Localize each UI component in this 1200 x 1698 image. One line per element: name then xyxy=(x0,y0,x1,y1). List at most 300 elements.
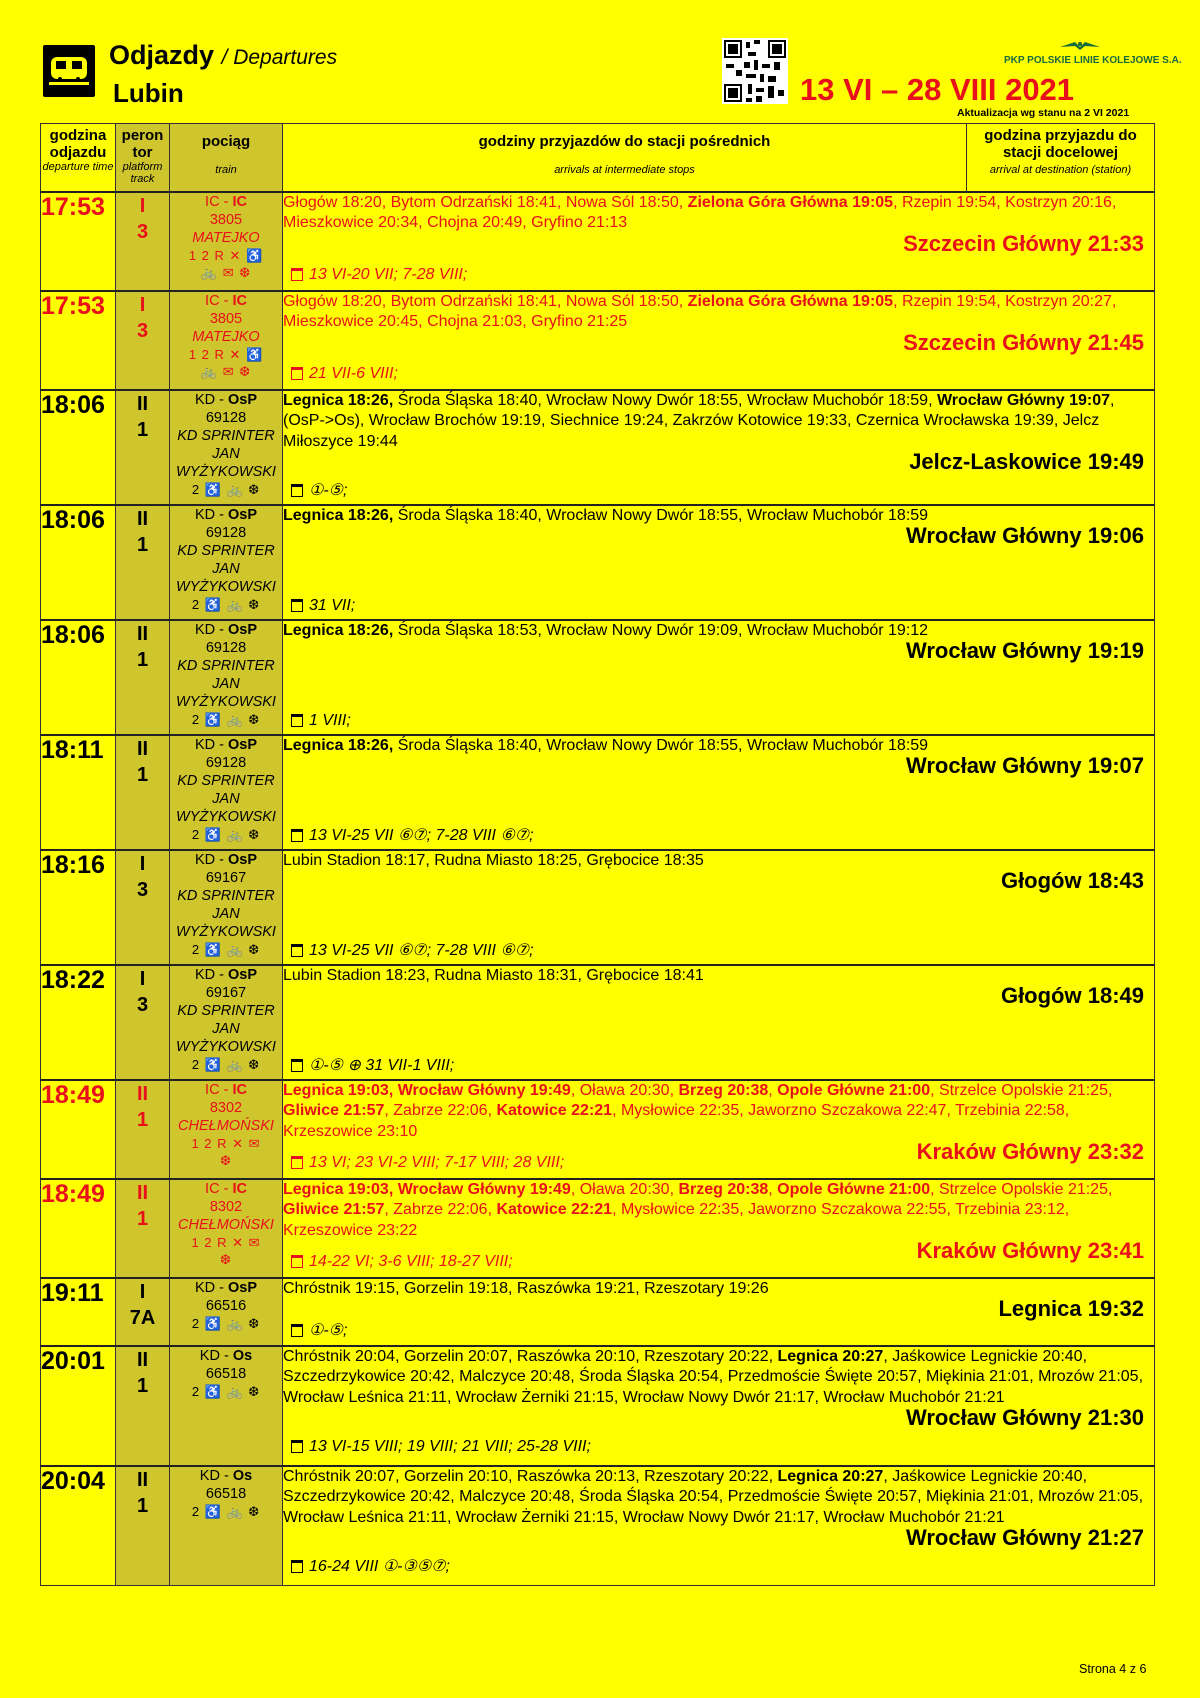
stop: Chróstnik 20:04 xyxy=(283,1347,396,1365)
train-info xyxy=(170,192,283,291)
platform-number: I xyxy=(139,194,146,217)
train-info xyxy=(170,1466,283,1586)
intermediate-stops xyxy=(283,1466,1155,1586)
train-amenities-icon: 1 2 R ✕ ♿ xyxy=(188,247,264,263)
train-amenities-icon: 2 ♿ 🚲 ❆ xyxy=(191,596,261,612)
running-days xyxy=(291,1056,454,1077)
train-carrier: KD xyxy=(194,391,216,408)
stop: Grębocice 18:41 xyxy=(586,966,704,984)
col-header-time: godzina odjazdu departure time xyxy=(41,124,116,192)
track-number: 1 xyxy=(136,1374,149,1397)
calendar-icon xyxy=(291,367,303,380)
stop: Opole Główne 21:00 xyxy=(777,1081,931,1099)
col-header-platform: peron tor platform track xyxy=(116,124,170,192)
stop: Jaśkowice Legnickie 20:40 xyxy=(892,1467,1083,1485)
train-carrier: KD xyxy=(194,736,216,753)
stop: Szczedrzykowice 20:42 xyxy=(283,1488,451,1505)
stop: Grębocice 18:35 xyxy=(586,851,704,869)
stop: Zabrze 22:06 xyxy=(393,1102,488,1119)
train-category: IC - IC xyxy=(205,1081,247,1098)
destination: Wrocław Główny 19:19 xyxy=(905,638,1144,663)
stop: Oława 20:30 xyxy=(579,1180,670,1198)
col-header-destination: godzina przyjazdu do stacji docelowej arrival at destination (station) xyxy=(967,124,1155,192)
calendar-icon xyxy=(291,268,303,281)
running-days-text: 14-22 VI; 3-6 VIII; 18-27 VIII; xyxy=(309,1252,513,1270)
platform-track xyxy=(116,390,170,505)
departure-time: 18:49 xyxy=(41,1179,116,1278)
departure-time: 18:06 xyxy=(41,620,116,735)
platform-number: II xyxy=(136,1468,149,1491)
stop: Głogów 18:20 xyxy=(283,292,382,310)
calendar-icon xyxy=(291,714,303,727)
stop: Katowice 22:21 xyxy=(496,1102,613,1119)
running-days-text: 1 VIII; xyxy=(309,711,351,729)
stop: Rzepin 19:54 xyxy=(901,193,997,211)
stop: Chojna 21:03 xyxy=(427,313,523,330)
stop: Wrocław Muchobór 18:59 xyxy=(746,391,929,409)
platform-track xyxy=(116,620,170,735)
stop: Raszówka 20:10 xyxy=(516,1347,636,1365)
stop: Wrocław Nowy Dwór 19:09 xyxy=(546,621,739,639)
train-category: IC - IC xyxy=(205,292,247,309)
stop: Zielona Góra Główna 19:05 xyxy=(687,292,894,310)
destination: Wrocław Główny 21:27 xyxy=(905,1525,1144,1550)
platform-number: I xyxy=(139,967,146,990)
running-days-text: 21 VII-6 VIII; xyxy=(309,364,398,382)
train-name: KD SPRINTER JAN WYŻYKOWSKI xyxy=(176,1002,276,1055)
departure-time: 17:53 xyxy=(41,291,116,390)
running-days xyxy=(291,596,355,617)
platform-number: II xyxy=(136,1082,149,1105)
stop: Zakrzów Kotowice 19:33 xyxy=(672,412,847,429)
train-info xyxy=(170,505,283,620)
train-type: OsP xyxy=(228,621,258,638)
train-name: KD SPRINTER JAN WYŻYKOWSKI xyxy=(176,657,276,710)
destination: Kraków Główny 23:32 xyxy=(916,1139,1144,1164)
stop: Wrocław Żerniki 21:15 xyxy=(455,1388,614,1406)
intermediate-stops xyxy=(283,505,1155,620)
stop: Trzebinia 22:58 xyxy=(955,1102,1065,1119)
stops-list: Legnica 18:26, Środa Śląska 18:40, Wrocław Nowy Dwór 18:55, Wrocław Muchobór 18:59 xyxy=(283,506,929,524)
calendar-icon xyxy=(291,1255,303,1268)
stop: Legnica 18:26, xyxy=(283,736,394,754)
platform-number: II xyxy=(136,622,149,645)
platform-number: I xyxy=(139,293,146,316)
train-number: 8302 xyxy=(209,1099,243,1116)
stop: Bytom Odrzański 18:41 xyxy=(390,292,557,310)
destination: Jelcz-Laskowice 19:49 xyxy=(909,449,1144,474)
train-type: Os xyxy=(232,1467,253,1484)
stop: Wrocław Nowy Dwór 18:55 xyxy=(546,506,739,524)
stop: Legnica 18:26, xyxy=(283,391,394,409)
stop: Strzelce Opolskie 21:25 xyxy=(939,1081,1108,1099)
train-type: OsP xyxy=(228,736,258,753)
train-info xyxy=(170,620,283,735)
stop: Lubin Stadion 18:23 xyxy=(283,966,426,984)
departure-row xyxy=(41,192,1155,291)
track-number: 7A xyxy=(129,1306,156,1329)
stop: Nowa Sól 18:50 xyxy=(565,292,679,310)
train-number: 66516 xyxy=(205,1297,247,1314)
stop: Gliwice 21:57 xyxy=(283,1201,385,1218)
stop: Gryfino 21:25 xyxy=(531,313,628,330)
qr-code-icon xyxy=(722,38,788,104)
stop: Mieszkowice 20:34 xyxy=(283,214,419,231)
departure-time: 18:22 xyxy=(41,965,116,1080)
stop: Gryfino 21:13 xyxy=(531,214,628,231)
train-category: KD - OsP xyxy=(194,391,258,408)
page-title-en: / Departures xyxy=(221,46,338,69)
stop: Gorzelin 19:18 xyxy=(403,1279,509,1297)
train-amenities-icon: ❆ xyxy=(220,1152,232,1168)
platform-track xyxy=(116,850,170,965)
train-category: KD - OsP xyxy=(194,736,258,753)
platform-number: I xyxy=(139,852,146,875)
calendar-icon xyxy=(291,599,303,612)
stop: Raszówka 19:21 xyxy=(516,1279,636,1297)
stop: Mysłowice 22:35 xyxy=(620,1102,740,1119)
stop: Jaworzno Szczakowa 22:55 xyxy=(748,1201,947,1218)
running-days xyxy=(291,711,351,732)
stop: Mrozów 21:05 xyxy=(1038,1368,1139,1385)
running-days xyxy=(291,941,534,962)
destination: Wrocław Główny 19:07 xyxy=(905,753,1144,778)
stop: Brzeg 20:38 xyxy=(678,1180,769,1198)
stop: Raszówka 20:13 xyxy=(516,1467,636,1485)
train-info xyxy=(170,735,283,850)
running-days-text: ①-⑤ ⊕ 31 VII-1 VIII; xyxy=(309,1056,455,1074)
intermediate-stops xyxy=(283,390,1155,505)
stop: Wrocław Leśnica 21:11 xyxy=(283,1508,447,1526)
stop: Wrocław Leśnica 21:11 xyxy=(283,1388,447,1406)
running-days xyxy=(291,1437,591,1458)
train-type: IC xyxy=(232,193,247,210)
stops-list: Chróstnik 20:07, Gorzelin 20:10, Raszówka 20:13, Rzeszotary 20:22, Legnica 20:27, Jaśkowice Legnickie 20:40, Szczedrzykowice 20:42, Malczyce 20:48, Środa Śląska 20:54, Przedmoście Święte 20:57, Miękinia 21:01, Mrozów 21:05, Wrocław Leśnica 21:11, Wrocław Żerniki 21:15, Wrocław Nowy Dwór 21:17, Wrocław Muchobór 21:21 xyxy=(283,1467,1144,1526)
calendar-icon xyxy=(291,1059,303,1072)
platform-number: II xyxy=(136,1181,149,1204)
train-amenities-icon: 2 ♿ 🚲 ❆ xyxy=(191,481,261,497)
stop: Katowice 22:21 xyxy=(496,1201,613,1218)
destination: Wrocław Główny 21:30 xyxy=(905,1405,1144,1430)
train-name: CHEŁMOŃSKI xyxy=(178,1117,274,1134)
train-type: IC xyxy=(232,1180,247,1197)
stop: Legnica 19:03, xyxy=(283,1180,394,1198)
train-amenities-icon: 2 ♿ 🚲 ❆ xyxy=(191,1315,261,1331)
stop: Środa Śląska 18:40 xyxy=(397,391,538,409)
running-days xyxy=(291,1321,347,1342)
stop: Rudna Miasto 18:25 xyxy=(434,851,578,869)
train-carrier: KD xyxy=(194,621,216,638)
train-name: KD SPRINTER JAN WYŻYKOWSKI xyxy=(176,542,276,595)
intermediate-stops xyxy=(283,1278,1155,1346)
train-amenities-icon: 2 ♿ 🚲 ❆ xyxy=(191,1383,261,1399)
train-number: 69128 xyxy=(205,409,247,426)
departure-row xyxy=(41,850,1155,965)
stop: Wrocław Muchobór 18:59 xyxy=(746,736,929,754)
stops-list: Legnica 18:26, Środa Śląska 18:40, Wrocław Nowy Dwór 18:55, Wrocław Muchobór 18:59 xyxy=(283,736,929,754)
stop: Kostrzyn 20:27 xyxy=(1005,292,1112,310)
stop: Krzeszowice 23:22 xyxy=(283,1221,418,1239)
train-carrier: IC xyxy=(205,1180,220,1197)
track-number: 1 xyxy=(136,533,149,556)
destination: Głogów 18:43 xyxy=(1000,868,1144,893)
running-days-text: 13 VI; 23 VI-2 VIII; 7-17 VIII; 28 VIII; xyxy=(309,1153,565,1171)
stop: Środa Śląska 18:53 xyxy=(397,621,538,639)
train-icon xyxy=(43,45,95,97)
departure-row xyxy=(41,1080,1155,1179)
running-days-text: 13 VI-25 VII ⑥⑦; 7-28 VIII ⑥⑦; xyxy=(309,826,534,844)
stop: Mieszkowice 20:45 xyxy=(283,313,419,330)
train-number: 69128 xyxy=(205,754,247,771)
stops-list: Legnica 18:26, Środa Śląska 18:53, Wrocław Nowy Dwór 19:09, Wrocław Muchobór 19:12 xyxy=(283,621,929,639)
track-number: 3 xyxy=(136,993,149,1016)
train-info xyxy=(170,1278,283,1346)
platform-track xyxy=(116,505,170,620)
train-name: MATEJKO xyxy=(192,328,260,345)
departure-time: 18:49 xyxy=(41,1080,116,1179)
stops-list: Legnica 19:03, Wrocław Główny 19:49, Oława 20:30, Brzeg 20:38, Opole Główne 21:00, Strzelce Opolskie 21:25, Gliwice 21:57, Zabrze 22:06, Katowice 22:21, Mysłowice 22:35, Jaworzno Szczakowa 22:47, Trzebinia 22:58, Krzeszowice 23:10 xyxy=(283,1081,1113,1140)
train-carrier: KD xyxy=(199,1467,220,1484)
stop: Szczedrzykowice 20:42 xyxy=(283,1368,451,1385)
running-days xyxy=(291,1153,564,1174)
stop: Przedmoście Święte 20:57 xyxy=(727,1368,918,1385)
departure-time: 20:04 xyxy=(41,1466,116,1586)
stop: Głogów 18:20 xyxy=(283,193,382,211)
train-amenities-icon: 1 2 R ✕ ♿ xyxy=(188,346,264,362)
train-amenities-icon: 2 ♿ 🚲 ❆ xyxy=(191,1056,261,1072)
platform-track xyxy=(116,192,170,291)
train-type: OsP xyxy=(228,851,258,868)
train-number: 66518 xyxy=(205,1365,247,1382)
running-days-text: 13 VI-25 VII ⑥⑦; 7-28 VIII ⑥⑦; xyxy=(309,941,534,959)
train-info xyxy=(170,1346,283,1466)
stop: Zabrze 22:06 xyxy=(393,1201,488,1218)
departure-time: 18:06 xyxy=(41,390,116,505)
train-info xyxy=(170,390,283,505)
stop: Wrocław Muchobór 21:21 xyxy=(823,1508,1005,1526)
stop: Zielona Góra Główna 19:05 xyxy=(687,193,894,211)
stop: Wrocław Główny 19:49 xyxy=(397,1180,571,1198)
stop: Czernica Wrocławska 19:39 xyxy=(855,412,1054,429)
track-number: 1 xyxy=(136,1108,149,1131)
destination: Legnica 19:32 xyxy=(998,1296,1144,1321)
stop: Wrocław Nowy Dwór 21:17 xyxy=(622,1508,815,1526)
stops-list: Głogów 18:20, Bytom Odrzański 18:41, Nowa Sól 18:50, Zielona Góra Główna 19:05, Rzepin 19:54, Kostrzyn 20:27, Mieszkowice 20:45, Chojna 21:03, Gryfino 21:25 xyxy=(283,292,1117,330)
train-number: 66518 xyxy=(205,1485,247,1502)
stop: Bytom Odrzański 18:41 xyxy=(390,193,557,211)
track-number: 1 xyxy=(136,763,149,786)
update-note: Aktualizacja wg stanu na 2 VI 2021 xyxy=(957,107,1130,119)
train-category: KD - OsP xyxy=(194,966,258,983)
train-category: KD - OsP xyxy=(194,506,258,523)
departure-row xyxy=(41,505,1155,620)
intermediate-stops xyxy=(283,965,1155,1080)
departure-time: 20:01 xyxy=(41,1346,116,1466)
stop: Jaworzno Szczakowa 22:47 xyxy=(748,1102,947,1119)
stop: Siechnice 19:24 xyxy=(549,412,664,429)
stop: Mrozów 21:05 xyxy=(1038,1488,1139,1505)
train-type: OsP xyxy=(228,1279,258,1296)
stop: (OsP->Os) xyxy=(283,412,360,429)
calendar-icon xyxy=(291,1156,303,1169)
stop: Kostrzyn 20:16 xyxy=(1005,193,1112,211)
stop: Rzeszotary 20:22 xyxy=(644,1467,769,1485)
stop: Środa Śląska 20:54 xyxy=(579,1368,719,1385)
running-days-text: 13 VI-20 VII; 7-28 VIII; xyxy=(309,265,468,283)
track-number: 1 xyxy=(136,1494,149,1517)
train-amenities-icon: 1 2 R ✕ ✉ xyxy=(191,1135,261,1151)
running-days-text: 31 VII; xyxy=(309,596,356,614)
running-days xyxy=(291,1252,513,1273)
stop: Wrocław Nowy Dwór 18:55 xyxy=(546,391,739,409)
train-category: IC - IC xyxy=(205,193,247,210)
train-number: 69167 xyxy=(205,869,247,886)
train-info xyxy=(170,1080,283,1179)
intermediate-stops xyxy=(283,291,1155,390)
platform-track xyxy=(116,965,170,1080)
departure-row xyxy=(41,965,1155,1080)
departure-row xyxy=(41,1179,1155,1278)
intermediate-stops xyxy=(283,1080,1155,1179)
stop: Brzeg 20:38 xyxy=(678,1081,769,1099)
train-number: 69128 xyxy=(205,639,247,656)
train-amenities-icon: 2 ♿ 🚲 ❆ xyxy=(191,826,261,842)
train-name: KD SPRINTER JAN WYŻYKOWSKI xyxy=(176,427,276,480)
train-carrier: KD xyxy=(194,1279,216,1296)
departures-table xyxy=(40,123,1155,1586)
stop: Gorzelin 20:07 xyxy=(403,1347,509,1365)
calendar-icon xyxy=(291,1324,303,1337)
train-category: KD - OsP xyxy=(194,621,258,638)
intermediate-stops xyxy=(283,1346,1155,1466)
train-amenities-icon: 2 ♿ 🚲 ❆ xyxy=(191,941,261,957)
stop: Rzepin 19:54 xyxy=(901,292,997,310)
running-days-text: 13 VI-15 VIII; 19 VIII; 21 VIII; 25-28 VIII; xyxy=(309,1437,591,1455)
track-number: 1 xyxy=(136,648,149,671)
destination: Szczecin Główny 21:45 xyxy=(903,329,1144,355)
train-info xyxy=(170,1179,283,1278)
track-number: 1 xyxy=(136,1207,149,1230)
stop: Chróstnik 20:07 xyxy=(283,1467,396,1485)
intermediate-stops xyxy=(283,620,1155,735)
train-type: IC xyxy=(232,1081,247,1098)
running-days-text: 16-24 VIII ①-③⑤⑦; xyxy=(309,1557,450,1575)
stop: Chróstnik 19:15 xyxy=(283,1279,396,1297)
track-number: 1 xyxy=(136,418,149,441)
intermediate-stops xyxy=(283,850,1155,965)
train-category: KD - Os xyxy=(199,1467,253,1484)
stops-list: Chróstnik 19:15, Gorzelin 19:18, Raszówka 19:21, Rzeszotary 19:26 xyxy=(283,1279,769,1297)
platform-number: I xyxy=(139,1280,146,1303)
platform-number: II xyxy=(136,392,149,415)
train-category: KD - OsP xyxy=(194,851,258,868)
platform-track xyxy=(116,1278,170,1346)
stops-list: Chróstnik 20:04, Gorzelin 20:07, Raszówka 20:10, Rzeszotary 20:22, Legnica 20:27, Jaśkowice Legnickie 20:40, Szczedrzykowice 20:42, Malczyce 20:48, Środa Śląska 20:54, Przedmoście Święte 20:57, Miękinia 21:01, Mrozów 21:05, Wrocław Leśnica 21:11, Wrocław Żerniki 21:15, Wrocław Nowy Dwór 21:17, Wrocław Muchobór 21:21 xyxy=(283,1347,1144,1406)
intermediate-stops xyxy=(283,1179,1155,1278)
stop: Wrocław Żerniki 21:15 xyxy=(455,1508,614,1526)
destination: Wrocław Główny 19:06 xyxy=(905,523,1144,548)
platform-number: II xyxy=(136,507,149,530)
train-category: KD - Os xyxy=(199,1347,253,1364)
stop: Miękinia 21:01 xyxy=(926,1368,1030,1385)
train-number: 69167 xyxy=(205,984,247,1001)
departure-time: 18:11 xyxy=(41,735,116,850)
stops-list: Głogów 18:20, Bytom Odrzański 18:41, Nowa Sól 18:50, Zielona Góra Główna 19:05, Rzepin 19:54, Kostrzyn 20:16, Mieszkowice 20:34, Chojna 20:49, Gryfino 21:13 xyxy=(283,193,1117,231)
page-number: Strona 4 z 6 xyxy=(1079,1662,1147,1676)
departure-row xyxy=(41,1466,1155,1586)
stops-list: Lubin Stadion 18:23, Rudna Miasto 18:31, Grębocice 18:41 xyxy=(283,966,704,984)
running-days-text: ①-⑤; xyxy=(309,1321,348,1339)
train-type: Os xyxy=(232,1347,253,1364)
departure-time: 18:06 xyxy=(41,505,116,620)
departure-row xyxy=(41,620,1155,735)
stop: Legnica 19:03, xyxy=(283,1081,394,1099)
platform-track xyxy=(116,291,170,390)
stop: Chojna 20:49 xyxy=(427,214,523,231)
train-type: OsP xyxy=(228,966,258,983)
train-category: IC - IC xyxy=(205,1180,247,1197)
train-info xyxy=(170,965,283,1080)
track-number: 3 xyxy=(136,319,149,342)
departure-row xyxy=(41,735,1155,850)
calendar-icon xyxy=(291,1560,303,1573)
stop: Gliwice 21:57 xyxy=(283,1102,385,1119)
stops-list: Legnica 19:03, Wrocław Główny 19:49, Oława 20:30, Brzeg 20:38, Opole Główne 21:00, Strzelce Opolskie 21:25, Gliwice 21:57, Zabrze 22:06, Katowice 22:21, Mysłowice 22:35, Jaworzno Szczakowa 22:55, Trzebinia 23:12, Krzeszowice 23:22 xyxy=(283,1180,1113,1239)
stop: Wrocław Główny 19:49 xyxy=(397,1081,571,1099)
stop: Wrocław Muchobór 19:12 xyxy=(746,621,929,639)
stop: Środa Śląska 18:40 xyxy=(397,506,538,524)
stop: Środa Śląska 20:54 xyxy=(579,1488,719,1505)
validity-period: 13 VI – 28 VIII 2021 xyxy=(800,72,1075,107)
train-name: CHEŁMOŃSKI xyxy=(178,1216,274,1233)
platform-track xyxy=(116,1179,170,1278)
calendar-icon xyxy=(291,829,303,842)
train-number: 3805 xyxy=(209,211,243,228)
stops-list: Legnica 18:26, Środa Śląska 18:40, Wrocław Nowy Dwór 18:55, Wrocław Muchobór 18:59, Wrocław Główny 19:07, (OsP->Os), Wrocław Brochów 19:19, Siechnice 19:24, Zakrzów Kotowice 19:33, Czernica Wrocławska 19:39, Jelcz Miłoszyce 19:44 xyxy=(283,391,1115,450)
stop: Rzeszotary 19:26 xyxy=(644,1279,769,1297)
train-info xyxy=(170,850,283,965)
train-number: 3805 xyxy=(209,310,243,327)
destination: Kraków Główny 23:41 xyxy=(916,1238,1144,1263)
platform-track xyxy=(116,1346,170,1466)
stop: Środa Śląska 18:40 xyxy=(397,736,538,754)
stop: Legnica 20:27 xyxy=(777,1347,884,1365)
calendar-icon xyxy=(291,484,303,497)
destination: Szczecin Główny 21:33 xyxy=(903,230,1144,256)
departure-row xyxy=(41,291,1155,390)
departure-row xyxy=(41,1346,1155,1466)
train-carrier: KD xyxy=(194,851,216,868)
train-type: OsP xyxy=(228,506,258,523)
train-carrier: IC xyxy=(205,292,220,309)
train-number: 8302 xyxy=(209,1198,243,1215)
departure-time: 17:53 xyxy=(41,192,116,291)
stop: Rzeszotary 20:22 xyxy=(644,1347,769,1365)
stop: Wrocław Główny 19:07 xyxy=(936,391,1111,409)
running-days xyxy=(291,265,467,286)
intermediate-stops xyxy=(283,192,1155,291)
train-carrier: IC xyxy=(205,193,220,210)
train-name: KD SPRINTER JAN WYŻYKOWSKI xyxy=(176,772,276,825)
stop: Lubin Stadion 18:17 xyxy=(283,851,426,869)
platform-number: II xyxy=(136,1348,149,1371)
intermediate-stops xyxy=(283,735,1155,850)
train-carrier: KD xyxy=(194,506,216,523)
stop: Strzelce Opolskie 21:25 xyxy=(939,1180,1108,1198)
station-name: Lubin xyxy=(113,78,184,108)
platform-track xyxy=(116,1080,170,1179)
calendar-icon xyxy=(291,1440,303,1453)
